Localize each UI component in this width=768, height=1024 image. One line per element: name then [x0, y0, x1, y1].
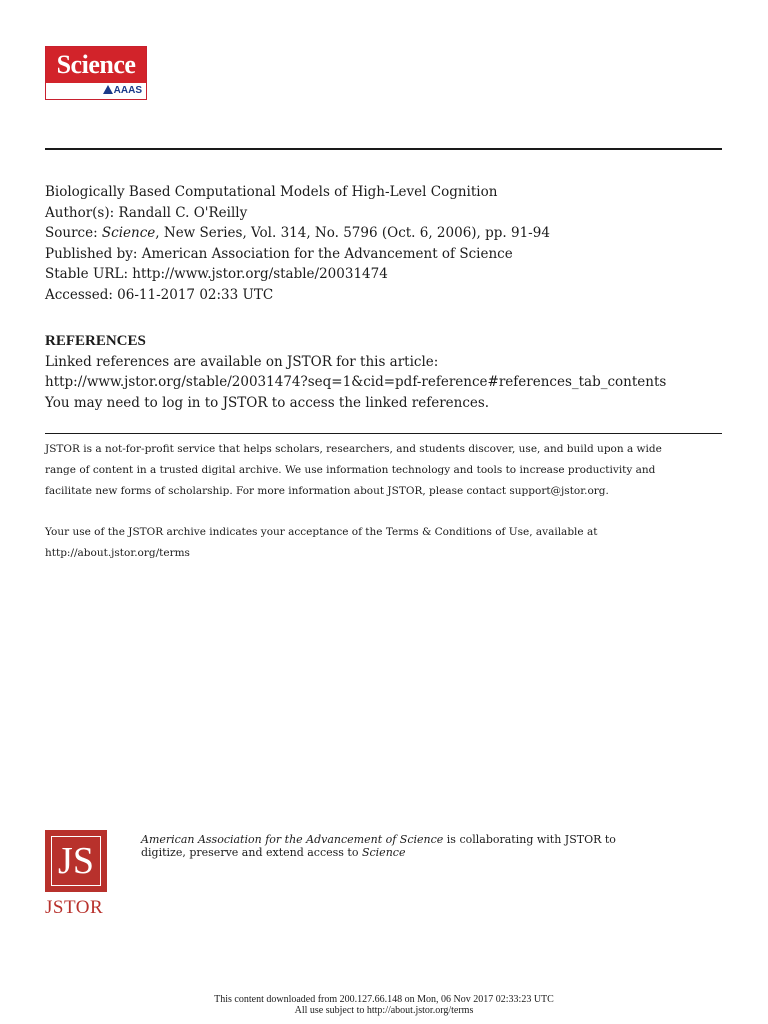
article-authors: Author(s): Randall C. O'Reilly — [45, 204, 248, 221]
article-title: Biologically Based Computational Models of High-Level Cognition — [45, 184, 498, 200]
references-block — [45, 331, 745, 413]
source-details: , New Series, Vol. 314, No. 5796 (Oct. 6, 2006), pp. 91-94 — [155, 225, 550, 241]
stable-url[interactable]: Stable URL: http://www.jstor.org/stable/20031474 — [45, 266, 388, 282]
source-prefix: Source: — [45, 225, 102, 241]
science-aaas-logo — [45, 46, 147, 100]
notice-line: range of content in a trusted digital archive. We use information technology and tools to increase productivity and — [45, 464, 656, 476]
notice-line: facilitate new forms of scholarship. For more information about JSTOR, please contact support@jstor.org. — [45, 485, 609, 497]
article-source — [45, 223, 735, 244]
references-intro: Linked references are available on JSTOR for this article: — [45, 353, 439, 370]
collaboration-statement — [141, 833, 721, 859]
references-link[interactable]: http://www.jstor.org/stable/20031474?seq=1&cid=pdf-reference#references_tab_contents — [45, 374, 667, 390]
references-login-note: You may need to log in to JSTOR to access the linked references. — [45, 394, 490, 411]
jstor-logo — [45, 830, 109, 920]
aaas-logo — [46, 83, 146, 99]
accessed-date: Accessed: 06-11-2017 02:33 UTC — [45, 286, 274, 303]
page-footer — [0, 994, 768, 1016]
collab-org: American Association for the Advancement of Science — [141, 833, 444, 846]
notice-paragraph-1 — [45, 439, 735, 502]
jstor-notice — [45, 439, 735, 564]
top-divider — [45, 148, 722, 150]
collab-text-1: is collaborating with JSTOR to — [443, 833, 616, 846]
jstor-emblem-icon — [45, 830, 107, 892]
footer-terms-note: All use subject to http://about.jstor.org/terms — [294, 1005, 474, 1016]
collab-text-2: digitize, preserve and extend access to — [141, 846, 362, 859]
middle-divider — [45, 433, 722, 434]
collab-journal: Science — [361, 846, 406, 859]
citation-block — [45, 182, 735, 305]
jstor-emblem-letters: JS — [51, 836, 101, 886]
notice-paragraph-2 — [45, 522, 735, 564]
source-journal: Science — [101, 225, 156, 241]
footer-download-note: This content downloaded from 200.127.66.148 on Mon, 06 Nov 2017 02:33:23 UTC — [214, 994, 554, 1005]
science-logo-word: Science — [46, 47, 146, 83]
aaas-logo-text: AAAS — [113, 85, 142, 96]
references-heading: REFERENCES — [45, 333, 146, 349]
notice-line: Your use of the JSTOR archive indicates your acceptance of the Terms & Conditions of Use, available at — [45, 526, 598, 538]
notice-line: JSTOR is a not-for-profit service that helps scholars, researchers, and students discover, use, and build upon a wide — [45, 443, 662, 455]
article-publisher: Published by: American Association for the Advancement of Science — [45, 245, 513, 262]
terms-link[interactable]: http://about.jstor.org/terms — [45, 547, 190, 559]
jstor-logo-word: JSTOR — [45, 897, 104, 918]
aaas-triangle-icon — [103, 85, 113, 94]
